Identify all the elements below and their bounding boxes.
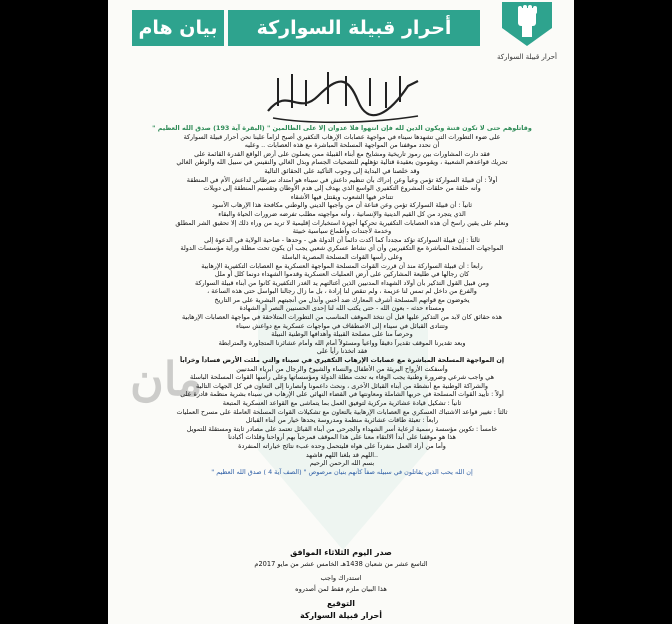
- note-line-2: هذا البيان ملزم فقط لمن أصدروه: [295, 585, 387, 593]
- statement-line: وأما من أراد العمل منفرداً على هواه فليتحمل وحده عبء نتائج خياراته المنفردة: [238, 441, 446, 450]
- statement-line: على ضوء التطورات التي تشهدها سيناء في مواجهة عصابات الإرهاب التكفيري أصبح لزاماً علينا نحن أحرار قبيلة السواركة: [183, 132, 501, 141]
- statement-line: ونعلم على يقين راسخ أن هذه العصابات التكفيرية تحركها أجهزة استخبارات إقليمية لا تريد من وراء ذلك إلا تحقيق الشر المطلق: [175, 218, 509, 227]
- statement-line: وعلى رأسها القوات المسلحة المصرية الباسلة: [281, 252, 403, 261]
- statement-line: هذه حقائق كان لابد من التذكير عليها قبل أن نتخذ الموقف المناسب من التطورات المتلاحقة في مواجهة العصابات الإرهابية: [182, 313, 502, 322]
- logo: [484, 0, 570, 61]
- statement-line: تتناحر فيها الشعوب ويقتتل فيها الأشقاء: [290, 192, 394, 201]
- statement-line: ومن قبيل القول التذكير بأن أولاد الشهداء المدنيين الذين أغتالتهم يد الغدر التكفيرية كانوا من أبناء قبيلة السواركة: [195, 278, 489, 287]
- statement-line: أولاً : أن قبيلة السواركة تؤمن وعياً وعن إدراك بأن تنظيم داعش في سيناء هو امتداد سرطاني لداعش الأم في المنطقة: [186, 175, 498, 184]
- statement-line: يخوضون مع قواتهم المسلحة أشرف المعارك ضد أخس وأنذل من أنجبتهم البشرية على مر التاريخ: [214, 295, 470, 304]
- statement-line: هي واجب شرعي وضرورة وطنية يجب الوفاء به تحت مظلة الدولة ومؤسساتها وعلى رأسها القوات المسلحة الباسلة: [190, 373, 494, 382]
- statement-line: رابعاً : تعبئة طاقات عشائرية منظمة ومدروسة يحدها خيار من أبناء القبائل: [245, 416, 439, 425]
- statement-line: والشراكة الوطنية مع أنشطة من أبناء القبائل الأخرى ، ونحث داعمونا وأنصارنا إلى التعاون في كل الجهات التالية: [196, 381, 488, 390]
- statement-line: ومستاء حدثه - بعون الله - حتى يكتب الله لنا إحدى الحسنيين النصر أو الشهادة: [239, 304, 445, 313]
- statement-body: [122, 124, 562, 476]
- raised-fist-icon: [484, 0, 570, 48]
- statement-line: أن نحدد موقفنا من المواجهة المسلحة المباشرة مع هذه العصابات .. وعليه: [244, 141, 440, 150]
- statement-page: [108, 0, 574, 624]
- statement-line: هذا هو موقفنا على أبدأ الالتقاء معنا على هذا الموقف فمرحباً بهم أرواحنا وفلذات أكبادنا: [228, 433, 456, 442]
- note-line: استدراك واجب: [320, 574, 362, 582]
- statement-line: وقاتلوهم حتى لا تكون فتنة ويكون الدين لله فإن انتهوا فلا عدوان إلا على الظالمين " (البقرة آية 193) صدق الله العظيم ": [152, 124, 532, 132]
- issued-date: التاسع عشر من شعبان 1438هـ الخامس عشر من مايو 2017م: [254, 560, 428, 568]
- statement-line: ثالثاً : تغيير قواعد الاشتباك العسكري مع العصابات الإرهابية بالتعاون مع تشكيلات القوات المسلحة العاملة على مسرح العمليات: [176, 407, 508, 416]
- statement-line: المواجهات المسلحة المباشرة مع التكفيريين وأن أي نشاط عسكري شعبي يجب أن يكون تحت مظلة وراية مؤسسات الدولة: [180, 244, 504, 253]
- signature-name: أحرار قبيلة السواركة: [299, 611, 383, 620]
- statement-line: كان رجالها في طليعة المشاركين على أرض العمليات العسكرية وقدموا الشهداء دونما كلل أو ملل: [214, 270, 470, 279]
- statement-line: وحرصاً منا على مصلحة القبيلة وأهدافها الوطنية النبيلة: [271, 330, 413, 339]
- statement-line: بسم الله الرحمن الرحيم: [309, 459, 375, 468]
- bismillah-text: بسم الله الرحمن الرحيم: [307, 90, 379, 98]
- statement-line: ثانياً : تشكيل قيادة عشائرية مركزية لتوفيق العمل بما يتماشى مع القواعد العسكرية المتبعة: [222, 399, 462, 407]
- statement-line: خامساً : تكوين مؤسسة رسمية لرعاية أسر الشهداء والجرحى من أبناء القبائل تعتمد على مصادر ثابتة ومستقلة للتمويل: [186, 424, 498, 433]
- statement-line: ثانياً : أن قبيلة السواركة تؤمن وعن قناعة أن من واجبها الديني والوطني مكافحة هذا الإرهاب الأسود: [211, 201, 473, 210]
- issued-date-title: صدر اليوم الثلاثاء الموافق: [290, 548, 392, 557]
- statement-line: وخدمة لأجندات وأطماع سياسية خبيثة: [292, 227, 392, 236]
- statement-line: إن المواجهة المسلحة المباشرة مع عصابات الإرهاب التكفيري في سيناء والتي ملئت الأرض فساداً وخراباً: [179, 356, 505, 365]
- statement-line: فقد دارت المشاورات بين رموز تاريخية ومشايخ مع أبناء القبيلة ممن يعملون على أرض الواقع القدرة القائمة على: [194, 149, 490, 158]
- statement-line: رابعاً : أن قبيلة السواركة منذ أن قررت القوات المسلحة المواجهة العسكرية مع العصابات التكفيرية الإرهابية: [201, 261, 483, 270]
- watermark-text: مان: [130, 352, 203, 406]
- bismillah-calligraphy: [258, 66, 428, 126]
- statement-line: فقد اتخذنا رأياً على: [316, 347, 368, 356]
- statement-line: وأسفكت الأرواح البريئة من الأطفال والنساء والشيوخ والرجال من أبرياء المدنيين: [236, 364, 448, 373]
- important-statement-label: بيان هام: [132, 10, 224, 46]
- organization-title: أحرار قبيلة السواركة: [228, 10, 480, 46]
- statement-line: الذي يتجرد من كل القيم الدينية والإنسانية ، وأنه مواجهته مطلب تفرضه ضرورات الحياة والبقاء: [218, 209, 466, 218]
- statement-line: والفرع من داخل لم تمس لنا عزيمة ، ولم تنقص لنا إرادة ، بل ما زال رجالنا البواسل حتى هذه الساعة ،: [207, 287, 477, 296]
- header: [108, 0, 574, 60]
- statement-line: وأنه حلقة من حلقات المشروع التكفيري الواسع الذي يهدف إلى هدم الأوطان وتقسيم المنطقة إلى دويلات: [203, 184, 481, 193]
- logo-caption: أحرار قبيلة السواركة: [497, 53, 557, 61]
- statement-line: ثالثاً : إن قبيلة السواركة تؤكد مجدداً كما أكدت دائماً أن الدولة هي - وحدها - صاحبة الولاية في الدعوة إلى: [204, 235, 480, 244]
- statement-line: تحريك قواعدهم الشعبية ، ويقومون بعقيدة قتالية تؤهلهم للتضحيات الجسام وبذل الغالي والنفيس في سبيل الله والوطن الغالي: [176, 158, 508, 167]
- statement-line: إن الله يحب الذين يقاتلون في سبيله صفاً كأنهم بنيان مرصوص " (الصف آية 4 ) صدق الله العظيم ": [211, 467, 473, 476]
- statement-line: ..اللهم قد بلغنا اللهم فاشهد: [305, 450, 379, 459]
- statement-line: أولاً : تأييد القوات المسلحة في حربها الشاملة ومعاونتها في القضاء النهائي على الإرهاب في سيناء بشرية منظمة قادرة على: [180, 390, 504, 399]
- statement-line: وقد خلصنا في البداية إلى وجوب التأكيد على الحقائق التالية: [264, 166, 420, 175]
- statement-line: وتتنادى القبائل في سيناء إلى الاصطفاف في مواجهات عسكرية مع دواعش سيناء: [236, 321, 448, 330]
- statement-line: وبعد تقديرنا الموقف تقديراً دقيقاً وواعياً ومسئولاً أمام الله وأمام عشائرنا المتجاورة والمترابطة: [218, 338, 466, 347]
- signature-label: التوقيع: [327, 599, 355, 608]
